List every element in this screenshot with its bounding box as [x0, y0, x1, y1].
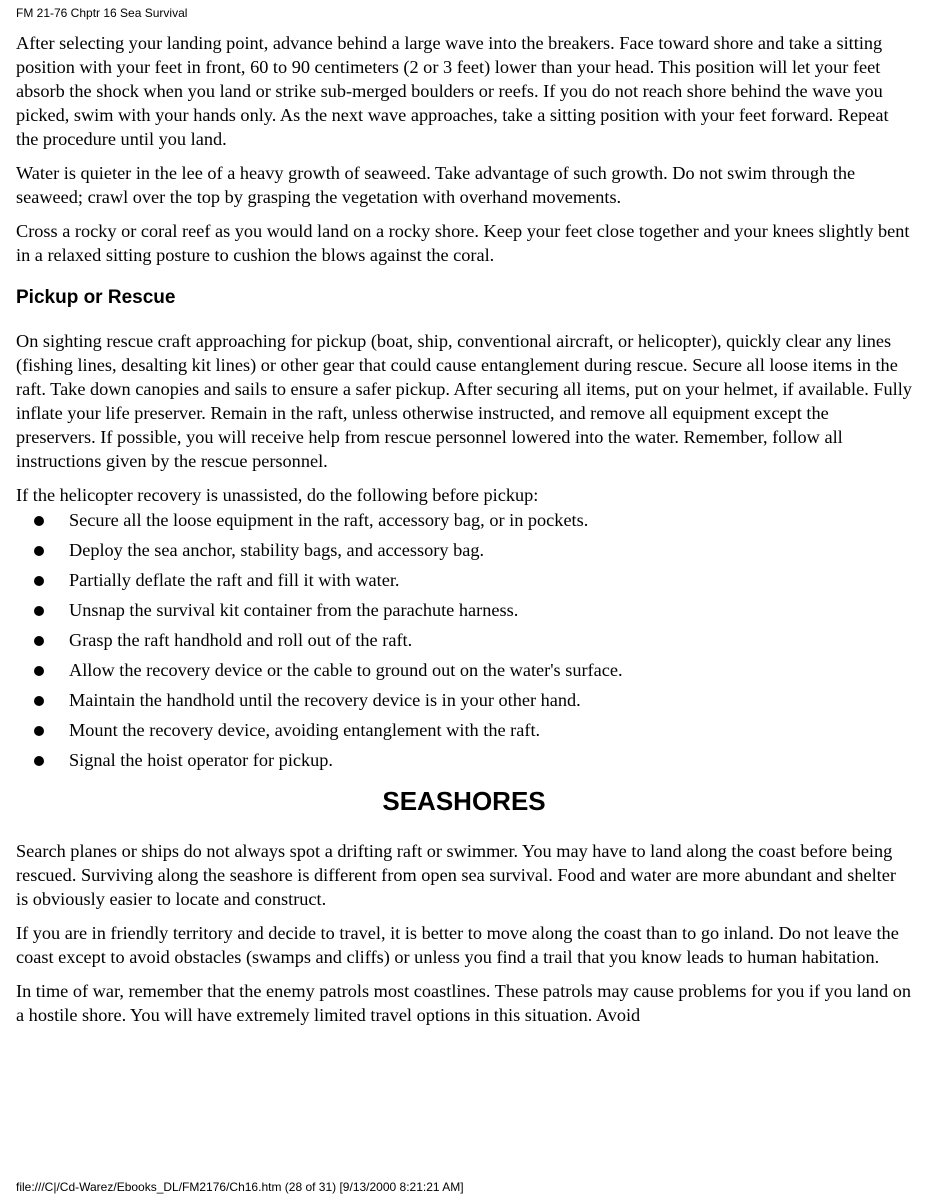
- subheading-pickup-rescue: Pickup or Rescue: [16, 287, 176, 308]
- paragraph-seaweed: Water is quieter in the lee of a heavy growth of seaweed. Take advantage of such growth. Do not swim through the seaweed; crawl over the top by grasping the vegetation with overhand movements.: [16, 163, 856, 207]
- paragraph-reef: Cross a rocky or coral reef as you would land on a rocky shore. Keep your feet close together and your knees slightly bent in a relaxed sitting posture to cushion the blows against the coral.: [16, 221, 910, 265]
- list-item: Signal the hoist operator for pickup.: [16, 748, 912, 772]
- list-item: Mount the recovery device, avoiding entanglement with the raft.: [16, 718, 912, 742]
- bullet-icon: [34, 666, 44, 676]
- bullet-icon: [34, 606, 44, 616]
- bullet-icon: [34, 576, 44, 586]
- page-header: FM 21-76 Chptr 16 Sea Survival: [16, 6, 188, 20]
- document-body: [16, 31, 912, 1037]
- section-title-seashores: SEASHORES: [382, 786, 546, 816]
- bullet-icon: [34, 756, 44, 766]
- list-item: Partially deflate the raft and fill it with water.: [16, 568, 912, 592]
- paragraph-helicopter-intro: If the helicopter recovery is unassisted, do the following before pickup:: [16, 485, 539, 505]
- list-item: Unsnap the survival kit container from the parachute harness.: [16, 598, 912, 622]
- list-item: Grasp the raft handhold and roll out of the raft.: [16, 628, 912, 652]
- list-item: Secure all the loose equipment in the raft, accessory bag, or in pockets.: [16, 508, 912, 532]
- paragraph-seashore-intro: Search planes or ships do not always spot a drifting raft or swimmer. You may have to land along the coast before being rescued. Surviving along the seashore is different from open sea survival. Food and water are more abundant and shelter is obviously easier to locate and construct.: [16, 841, 896, 909]
- helicopter-steps-list: [16, 508, 912, 772]
- bullet-icon: [34, 726, 44, 736]
- paragraph-rescue: On sighting rescue craft approaching for pickup (boat, ship, conventional aircraft, or helicopter), quickly clear any lines (fishing lines, desalting kit lines) or other gear that could cause entanglement during rescue. Secure all loose items in the raft. Take down canopies and sails to ensure a safer pickup. After securing all items, put on your helmet, if available. Fully inflate your life preserver. Remain in the raft, unless otherwise instructed, and remove all equipment except the preservers. If possible, you will receive help from rescue personnel lowered into the water. Remember, follow all instructions given by the rescue personnel.: [16, 331, 912, 471]
- list-item: Allow the recovery device or the cable to ground out on the water's surface.: [16, 658, 912, 682]
- paragraph-landing: After selecting your landing point, advance behind a large wave into the breakers. Face toward shore and take a sitting position with your feet in front, 60 to 90 centimeters (2 or 3 feet) lower than your head. This position will let your feet absorb the shock when you land or strike sub-merged boulders or reefs. If you do not reach shore behind the wave you picked, swim with your hands only. As the next wave approaches, take a sitting position with your feet forward. Repeat the procedure until you land.: [16, 33, 889, 149]
- paragraph-war: In time of war, remember that the enemy patrols most coastlines. These patrols may cause problems for you if you land on a hostile shore. You will have extremely limited travel options in this situation. Avoid: [16, 981, 911, 1025]
- bullet-icon: [34, 546, 44, 556]
- list-item: Deploy the sea anchor, stability bags, and accessory bag.: [16, 538, 912, 562]
- list-item: Maintain the handhold until the recovery device is in your other hand.: [16, 688, 912, 712]
- page-footer: file:///C|/Cd-Warez/Ebooks_DL/FM2176/Ch16.htm (28 of 31) [9/13/2000 8:21:21 AM]: [16, 1180, 464, 1194]
- bullet-icon: [34, 636, 44, 646]
- bullet-icon: [34, 516, 44, 526]
- bullet-icon: [34, 696, 44, 706]
- paragraph-friendly-territory: If you are in friendly territory and decide to travel, it is better to move along the coast than to go inland. Do not leave the coast except to avoid obstacles (swamps and cliffs) or unless you find a trail that you know leads to human habitation.: [16, 923, 899, 967]
